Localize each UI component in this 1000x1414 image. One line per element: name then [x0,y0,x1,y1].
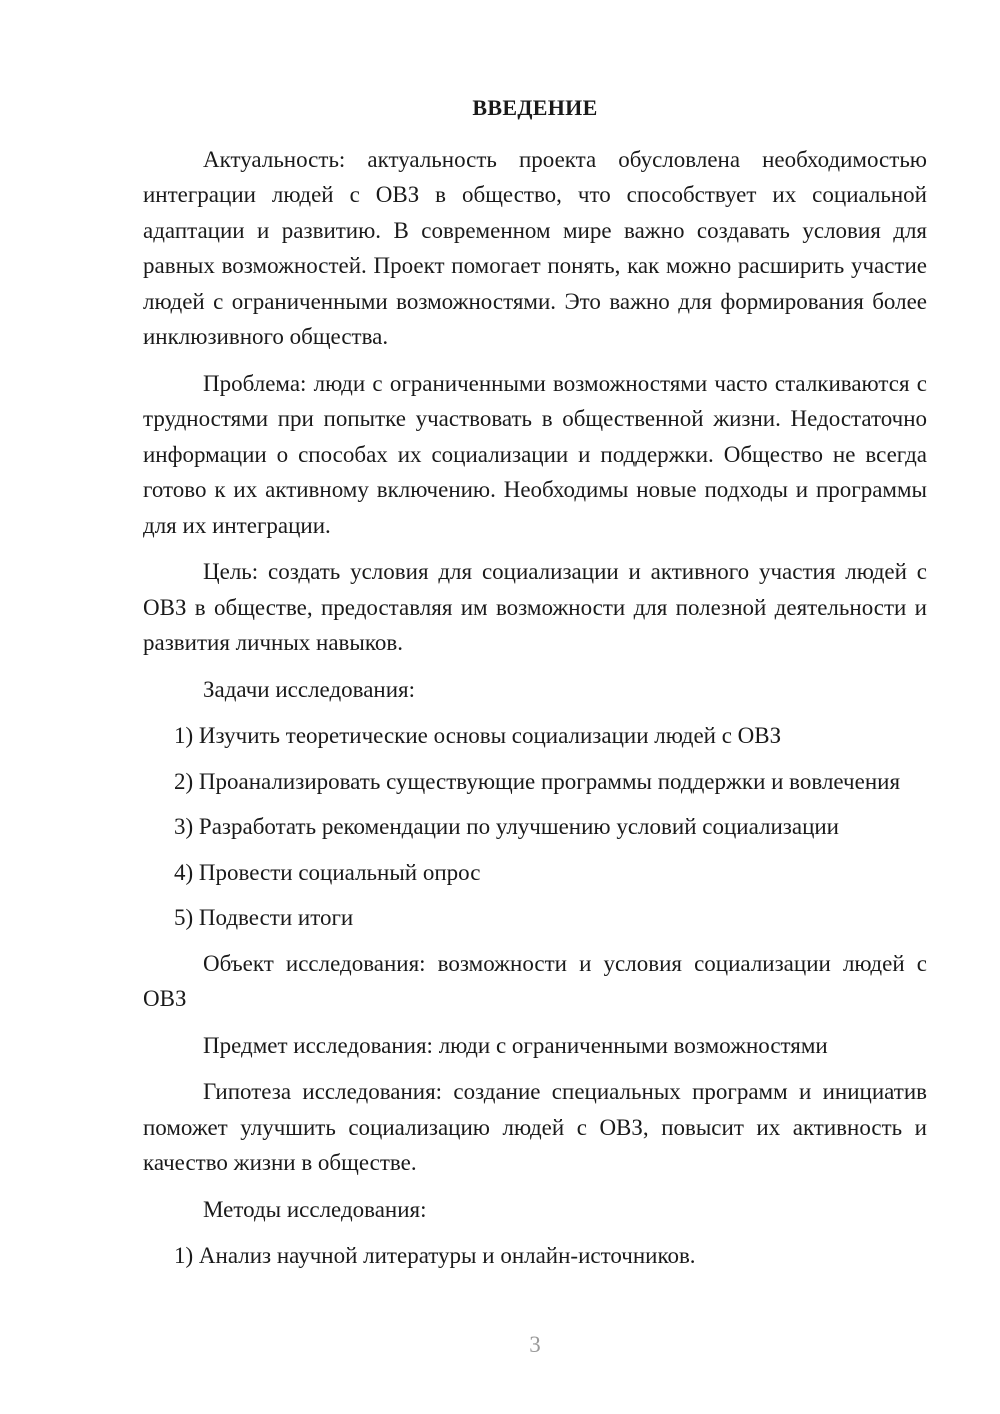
page-heading: ВВЕДЕНИЕ [472,95,598,120]
page-number: 3 [529,1332,541,1357]
methods-title: Методы исследования: [203,1196,427,1222]
method-item: 1) Анализ научной литературы и онлайн-источников. [174,1243,696,1268]
goal-paragraph: Цель: создать условия для социализации и активного участия людей с ОВЗ в обществе, предоставляя им возможности для полезной деятельности и развития личных навыков. [143,559,927,655]
document-page [143,90,927,1284]
object-paragraph: Объект исследования: возможности и условия социализации людей с ОВЗ [143,950,927,1011]
task-item: 1) Изучить теоретические основы социализации людей с ОВЗ [174,723,782,748]
task-item: 3) Разработать рекомендации по улучшению условий социализации [174,814,839,839]
problem-paragraph: Проблема: люди с ограниченными возможностями часто сталкиваются с трудностями при попытке участвовать в общественной жизни. Недостаточно информации о способах их социализации и поддержки. Общество не всегда готово к их активному включению. Необходимы новые подходы и программы для их интеграции. [143,370,927,538]
hypothesis-paragraph: Гипотеза исследования: создание специальных программ и инициатив поможет улучшить социализацию людей с ОВЗ, повысит их активность и качество жизни в обществе. [143,1079,927,1175]
tasks-title: Задачи исследования: [203,676,416,702]
task-item: 5) Подвести итоги [174,905,354,930]
subject-paragraph: Предмет исследования: люди с ограниченными возможностями [203,1032,828,1058]
relevance-paragraph: Актуальность: актуальность проекта обусловлена необходимостью интеграции людей с ОВЗ в общество, что способствует их социальной адаптации и развитию. В современном мире важно создавать условия для равных возможностей. Проект помогает понять, как можно расширить участие людей с ограниченными возможностями. Это важно для формирования более инклюзивного общества. [143,146,927,349]
task-item: 2) Проанализировать существующие программы поддержки и вовлечения [174,768,901,794]
task-item: 4) Провести социальный опрос [174,859,481,885]
